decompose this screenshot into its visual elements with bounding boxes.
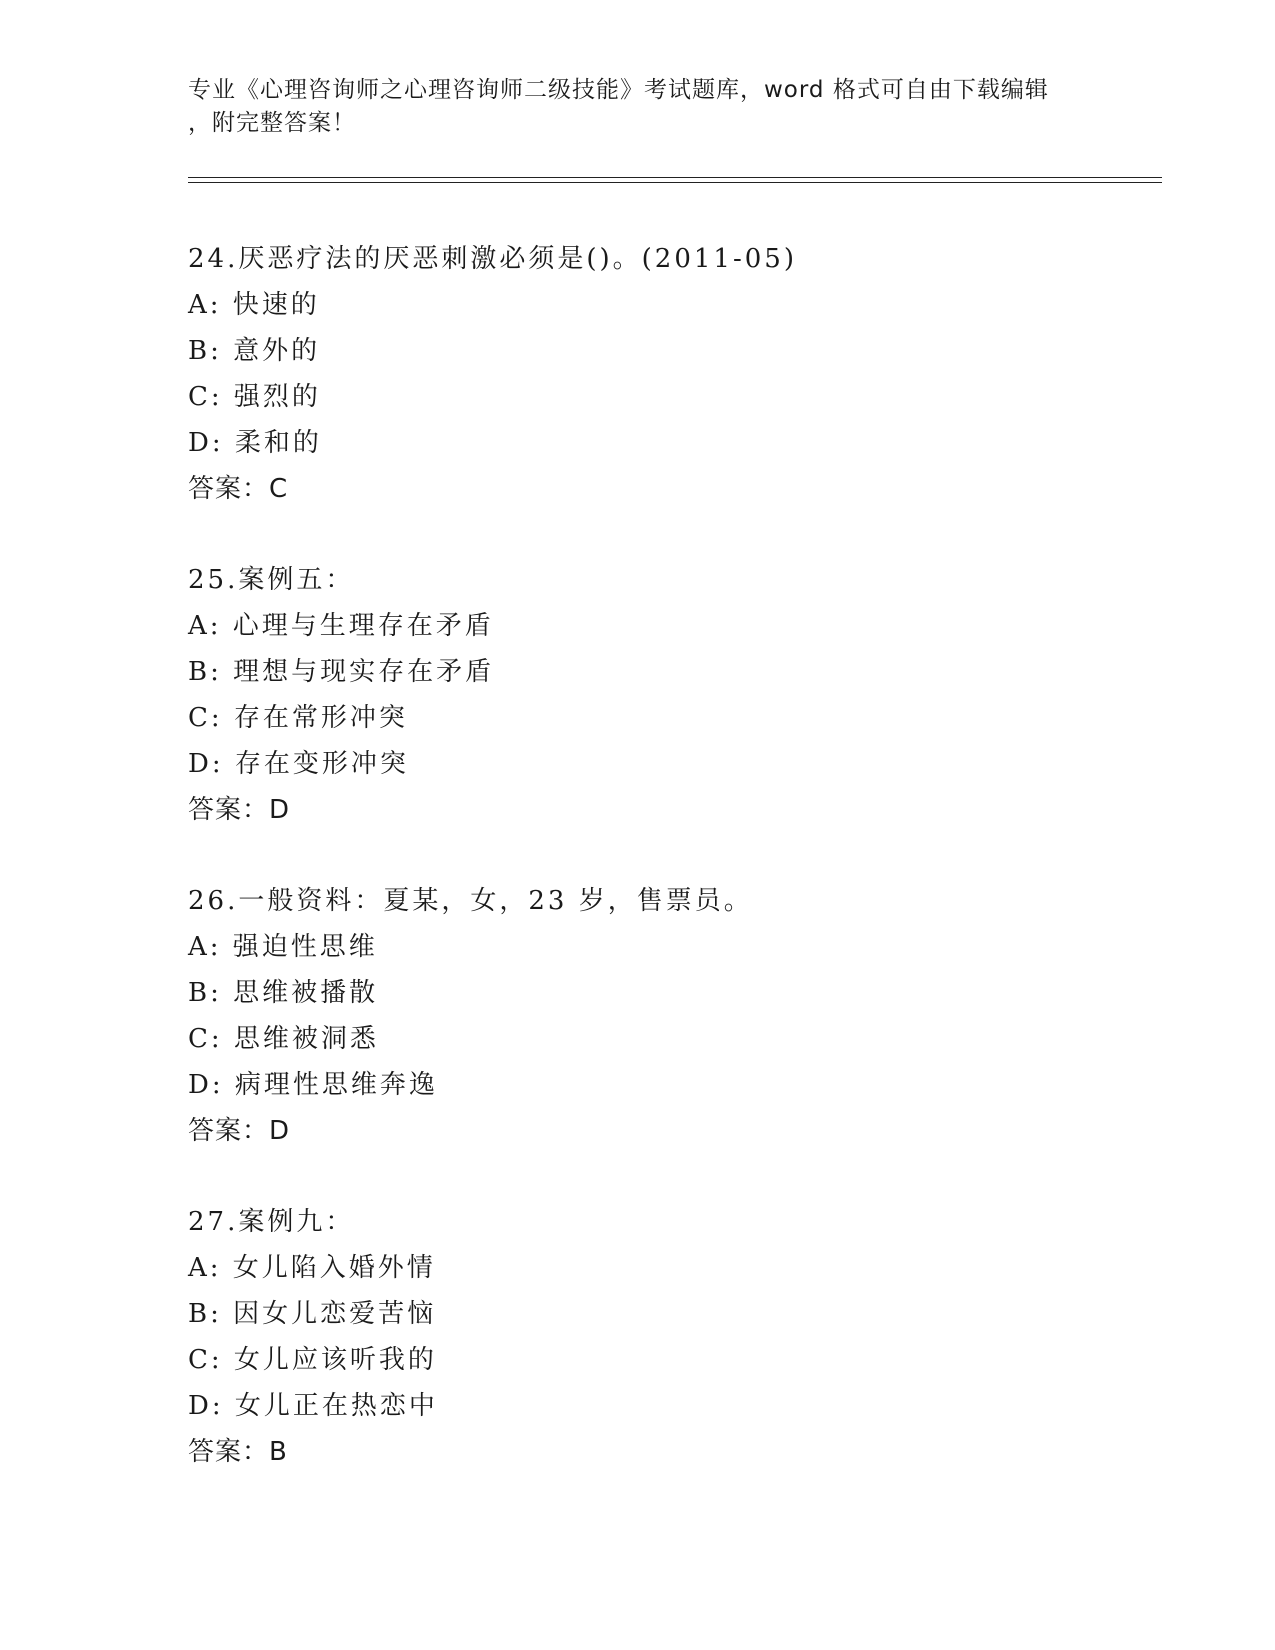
option-a: A: 心理与生理存在矛盾 xyxy=(188,611,494,641)
option-c: C: 强烈的 xyxy=(188,382,321,412)
option-c: C: 存在常形冲突 xyxy=(188,703,408,733)
option-d: D: 病理性思维奔逸 xyxy=(188,1070,438,1100)
question-24 xyxy=(188,236,1168,512)
question-stem: 24.厌恶疗法的厌恶刺激必须是()。(2011-05) xyxy=(188,244,797,274)
option-c: C: 思维被洞悉 xyxy=(188,1024,379,1054)
option-a: A: 快速的 xyxy=(188,290,320,320)
option-b: B: 理想与现实存在矛盾 xyxy=(188,657,495,687)
option-b: B: 因女儿恋爱苦恼 xyxy=(188,1299,437,1329)
header-divider-top xyxy=(188,177,1162,178)
option-d: D: 存在变形冲突 xyxy=(188,749,409,779)
option-d: D: 女儿正在热恋中 xyxy=(188,1391,438,1421)
option-d: D: 柔和的 xyxy=(188,428,322,458)
question-27 xyxy=(188,1199,1168,1475)
question-25 xyxy=(188,557,1168,833)
option-a: A: 女儿陷入婚外情 xyxy=(188,1253,436,1283)
question-stem: 26.一般资料：夏某，女，23 岁，售票员。 xyxy=(188,886,753,916)
question-stem: 25.案例五： xyxy=(188,565,355,595)
document-header: 专业《心理咨询师之心理咨询师二级技能》考试题库，word 格式可自由下载编辑 ，附完整答案！ xyxy=(188,77,1049,136)
option-b: B: 意外的 xyxy=(188,336,321,366)
question-26 xyxy=(188,878,1168,1154)
answer: 答案：D xyxy=(188,795,291,825)
option-b: B: 思维被播散 xyxy=(188,978,379,1008)
answer: 答案：B xyxy=(188,1437,288,1467)
option-c: C: 女儿应该听我的 xyxy=(188,1345,437,1375)
answer: 答案：D xyxy=(188,1116,291,1146)
header-divider-bottom xyxy=(188,182,1162,183)
answer: 答案：C xyxy=(188,474,289,504)
option-a: A: 强迫性思维 xyxy=(188,932,378,962)
question-stem: 27.案例九： xyxy=(188,1207,355,1237)
